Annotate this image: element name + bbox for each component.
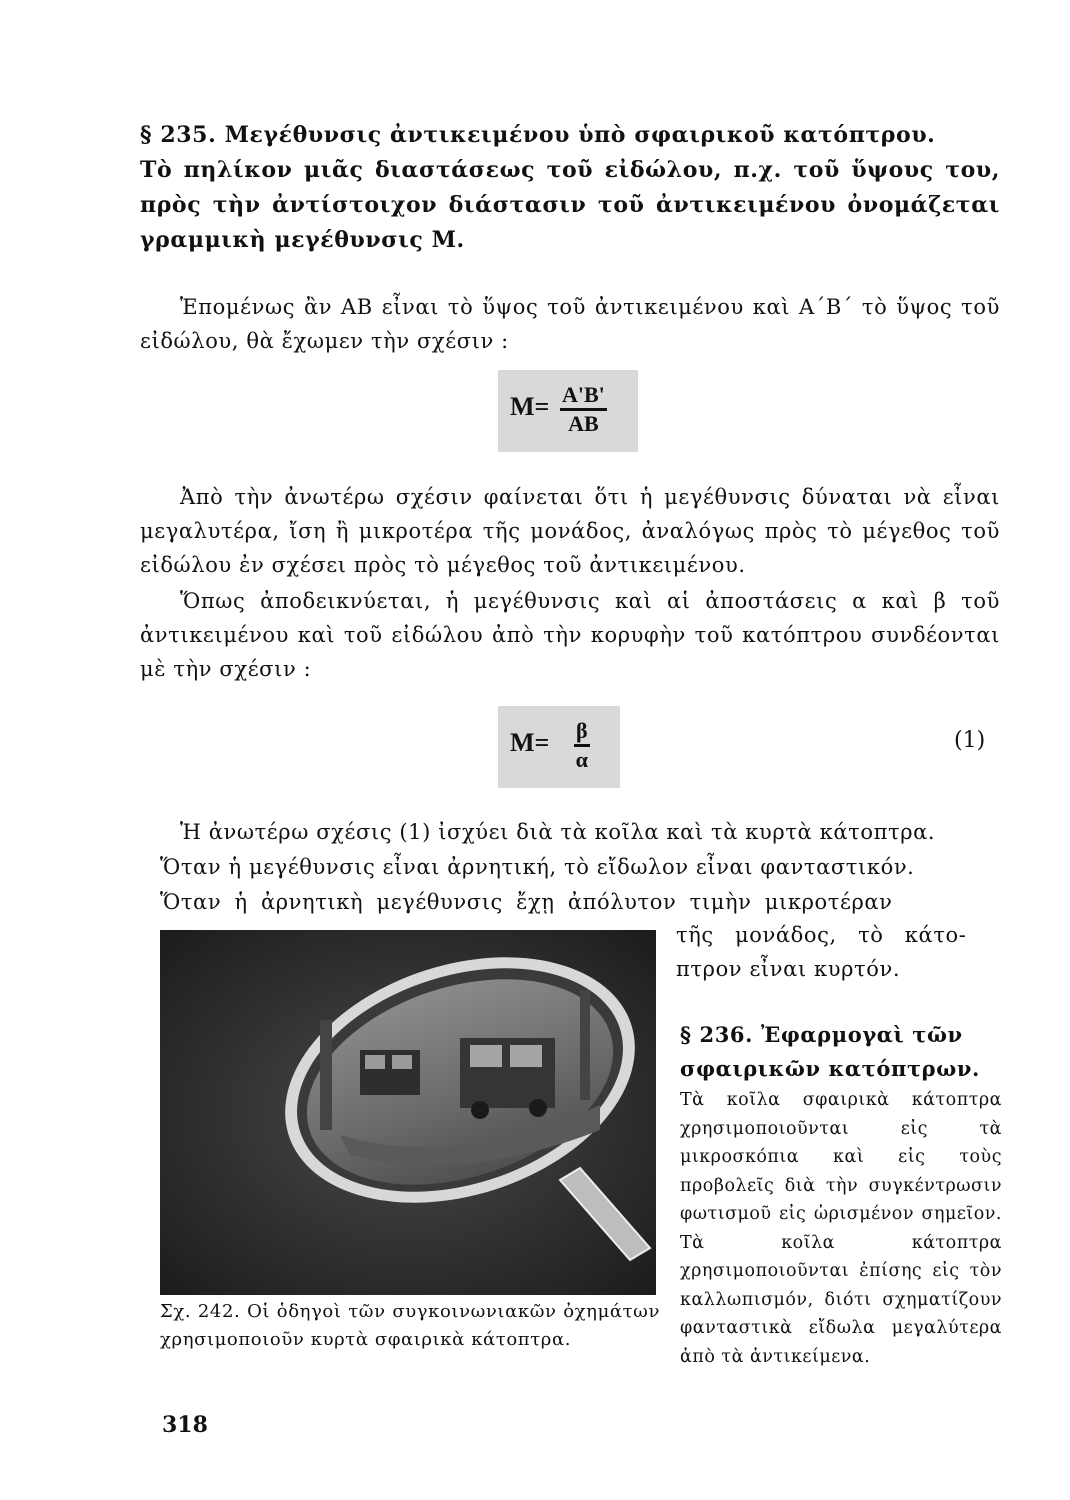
formula-1-denominator: AB bbox=[568, 411, 599, 436]
paragraph-3: Ὅπως ἀποδεικνύεται, ἡ μεγέθυνσις καὶ αἱ ἀποστάσεις α καὶ β τοῦ ἀντικειμένου καὶ τοῦ εἰδώλου ἀπὸ τὴν κορυφὴν τοῦ κατόπτρου συνδέονται μὲ τὴν σχέσιν : bbox=[140, 589, 1000, 681]
paragraph-4-line-4: τῆς μονάδος, τὸ κάτο- bbox=[676, 923, 967, 947]
formula-1-fraction bbox=[560, 382, 607, 437]
section-235-heading: § 235. Μεγέθυνσις ἀντικειμένου ὑπὸ σφαιρικοῦ κατόπτρου. bbox=[140, 122, 936, 148]
formula-1-lhs: M= bbox=[510, 392, 550, 421]
figure-caption: Σχ. 242. Οἱ ὁδηγοὶ τῶν συγκοινωνιακῶν ὀχημάτων χρησιμοποιοῦν κυρτὰ σφαιρικὰ κάτοπτρα. bbox=[160, 1301, 660, 1350]
paragraph-4-line-3: Ὅταν ἡ ἀρνητικὴ μεγέθυνσις ἔχῃ ἀπόλυτον τιμὴν μικροτέραν bbox=[160, 890, 893, 914]
section-236-text: Τὰ κοῖλα σφαιρικὰ κάτοπτρα χρησιμοποιοῦνται εἰς τὰ μικροσκόπια καὶ εἰς τοὺς προβολεῖς διὰ τὴν συγκέντρωσιν φωτισμοῦ εἰς ὡρισμένον σημεῖον. Τὰ κοῖλα κάτοπτρα χρησιμοποιοῦνται ἐπίσης εἰς τὸν καλλωπισμόν, διότι σχηματίζουν φανταστικὰ εἴδωλα μεγαλύτερα ἀπὸ τὰ ἀντικείμενα. bbox=[680, 1090, 1002, 1367]
formula-2-numerator: β bbox=[574, 718, 590, 747]
formula-magnification-distances bbox=[498, 706, 620, 788]
side-mirror-illustration bbox=[160, 930, 656, 1295]
equation-number: (1) bbox=[954, 728, 986, 753]
paragraph-2: Ἀπὸ τὴν ἀνωτέρω σχέσιν φαίνεται ὅτι ἡ μεγέθυνσις δύναται νὰ εἶναι μεγαλυτέρα, ἴση ἢ μικροτέρα τῆς μονάδος, ἀναλόγως πρὸς τὸ μέγεθος τοῦ εἰδώλου ἐν σχέσει πρὸς τὸ μέγεθος τοῦ ἀντικειμένου. bbox=[140, 485, 1000, 577]
paragraph-4-line-1: Ἡ ἀνωτέρω σχέσις (1) ἰσχύει διὰ τὰ κοῖλα καὶ τὰ κυρτὰ κάτοπτρα. bbox=[180, 820, 936, 844]
mirror-photo bbox=[160, 930, 656, 1295]
section-235-intro: Τὸ πηλίκον μιᾶς διαστάσεως τοῦ εἰδώλου, π.χ. τοῦ ὕψους του, πρὸς τὴν ἀντίστοιχον διάστασιν τοῦ ἀντικειμένου ὀνομάζεται γραμμικὴ μεγέθυνσις Μ. bbox=[140, 157, 1000, 253]
formula-2-fraction bbox=[574, 718, 590, 773]
formula-magnification-heights bbox=[498, 370, 638, 452]
formula-2-lhs: M= bbox=[510, 728, 550, 757]
paragraph-1: Ἑπομένως ἂν ΑΒ εἶναι τὸ ὕψος τοῦ ἀντικειμένου καὶ Α΄Β΄ τὸ ὕψος τοῦ εἰδώλου, θὰ ἔχωμεν τὴν σχέσιν : bbox=[140, 295, 1000, 353]
paragraph-4-line-5: πτρον εἶναι κυρτόν. bbox=[676, 957, 901, 981]
paragraph-4-line-2: Ὅταν ἡ μεγέθυνσις εἶναι ἀρνητική, τὸ εἴδωλον εἶναι φανταστικόν. bbox=[160, 855, 915, 879]
formula-2-denominator: α bbox=[575, 747, 588, 772]
section-235-heading-block bbox=[140, 118, 1000, 258]
section-236-heading: § 236. Ἐφαρμογαὶ τῶν σφαιρικῶν κατόπτρων. bbox=[680, 1022, 980, 1081]
formula-1-numerator: A'B' bbox=[560, 382, 607, 411]
page-number: 318 bbox=[162, 1412, 208, 1438]
